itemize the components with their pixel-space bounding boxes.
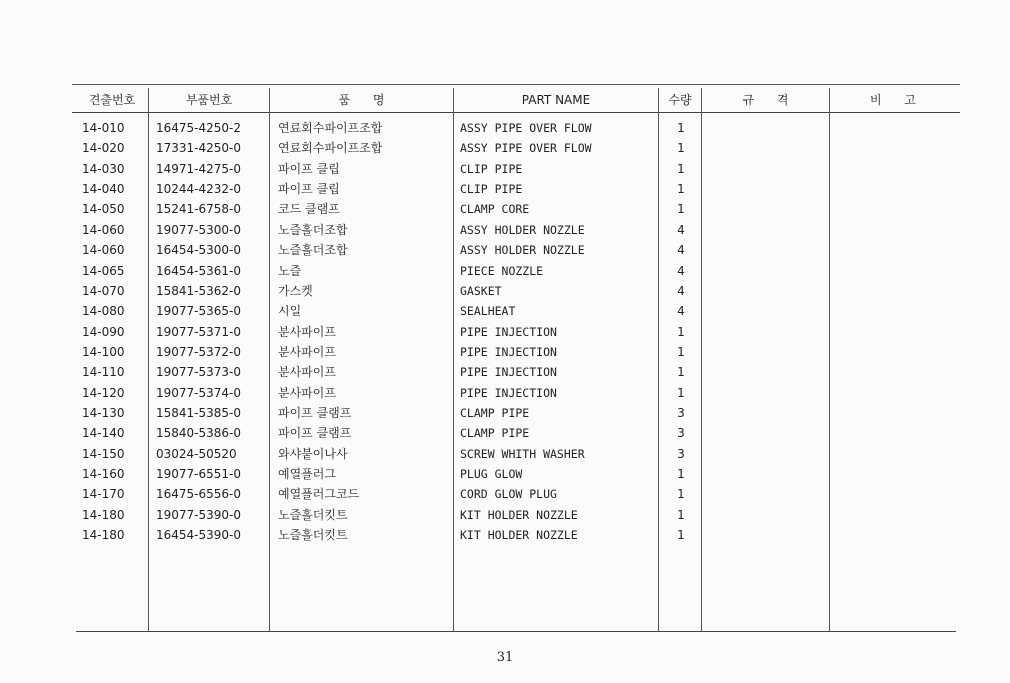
cell-ref-no: 14-170 — [82, 487, 125, 502]
cell-part-name: PIPE INJECTION — [460, 385, 557, 400]
cell-qty: 4 — [677, 304, 685, 319]
top-rule — [72, 84, 960, 85]
cell-part-no: 19077-5300-0 — [156, 222, 242, 237]
cell-qty: 1 — [677, 202, 685, 217]
header-part-no: 부품번호 — [185, 93, 233, 107]
cell-qty: 1 — [677, 528, 685, 542]
cell-qty: 4 — [677, 222, 685, 237]
cell-name-kr: 분사파이프 — [278, 324, 336, 339]
cell-name-kr: 예열플러그 — [278, 467, 336, 481]
table-row — [0, 505, 1010, 525]
cell-qty: 3 — [677, 426, 685, 441]
table-row — [0, 240, 1010, 260]
header-name-kr: 품 명 — [338, 93, 385, 107]
table-row — [0, 159, 1010, 179]
cell-name-kr: 노즐홀더킷트 — [278, 507, 348, 522]
cell-part-no: 03024-50520 — [156, 446, 237, 461]
cell-name-kr: 분사파이프 — [278, 385, 336, 400]
cell-part-no: 19077-5390-0 — [156, 507, 242, 522]
table-row — [0, 281, 1010, 301]
cell-ref-no: 14-040 — [82, 182, 125, 197]
table-row — [0, 199, 1010, 219]
cell-name-kr: 노즐 — [278, 263, 302, 278]
cell-part-no: 16454-5390-0 — [156, 528, 242, 542]
cell-part-no: 19077-6551-0 — [156, 467, 242, 481]
cell-part-no: 14971-4275-0 — [156, 161, 242, 176]
table-row — [0, 464, 1010, 484]
cell-qty: 1 — [677, 141, 685, 156]
table-row — [0, 383, 1010, 403]
table-row — [0, 403, 1010, 423]
cell-name-kr: 파이프 클램프 — [278, 405, 352, 420]
cell-ref-no: 14-100 — [82, 344, 125, 359]
table-row — [0, 423, 1010, 443]
cell-qty: 4 — [677, 243, 685, 258]
table-row — [0, 138, 1010, 158]
cell-name-kr: 연료회수파이프조합 — [278, 121, 383, 135]
table-row — [0, 342, 1010, 362]
cell-qty: 3 — [677, 405, 685, 420]
cell-part-name: CLIP PIPE — [460, 182, 523, 197]
cell-ref-no: 14-060 — [82, 222, 125, 237]
cell-name-kr: 예열플러그코드 — [278, 487, 360, 502]
cell-part-no: 15840-5386-0 — [156, 426, 242, 441]
cell-part-name: ASSY HOLDER NOZZLE — [460, 243, 585, 258]
cell-part-name: PLUG GLOW — [460, 467, 523, 481]
cell-ref-no: 14-120 — [82, 385, 125, 400]
cell-qty: 1 — [677, 161, 685, 176]
cell-name-kr: 파이프 클램프 — [278, 426, 352, 441]
cell-part-no: 10244-4232-0 — [156, 182, 242, 197]
cell-part-no: 16475-6556-0 — [156, 487, 242, 502]
table-row — [0, 179, 1010, 199]
cell-ref-no: 14-110 — [82, 365, 125, 380]
cell-part-name: CORD GLOW PLUG — [460, 487, 557, 502]
cell-part-name: KIT HOLDER NOZZLE — [460, 528, 578, 542]
cell-name-kr: 연료회수파이프조합 — [278, 141, 383, 156]
cell-qty: 1 — [677, 324, 685, 339]
table-row — [0, 322, 1010, 342]
cell-part-name: ASSY HOLDER NOZZLE — [460, 222, 585, 237]
cell-part-no: 19077-5372-0 — [156, 344, 242, 359]
header-spec: 규 격 — [742, 93, 789, 107]
cell-part-no: 19077-5371-0 — [156, 324, 242, 339]
cell-part-name: CLAMP PIPE — [460, 426, 530, 441]
cell-qty: 1 — [677, 365, 685, 380]
cell-part-name: PIPE INJECTION — [460, 344, 557, 359]
cell-name-kr: 노즐홀더조합 — [278, 222, 348, 237]
cell-ref-no: 14-180 — [82, 507, 125, 522]
table-row — [0, 444, 1010, 464]
header-part-name: PART NAME — [521, 93, 591, 107]
cell-qty: 1 — [677, 507, 685, 522]
table-row — [0, 301, 1010, 321]
cell-qty: 1 — [677, 344, 685, 359]
cell-part-name: CLIP PIPE — [460, 161, 523, 176]
cell-ref-no: 14-080 — [82, 304, 125, 319]
cell-qty: 1 — [677, 121, 685, 135]
cell-qty: 3 — [677, 446, 685, 461]
header-remarks: 비 고 — [869, 93, 917, 107]
cell-qty: 1 — [677, 467, 685, 481]
header-divider — [72, 112, 960, 113]
page-number: 31 — [496, 650, 514, 665]
table-row — [0, 220, 1010, 240]
cell-name-kr: 파이프 클립 — [278, 182, 340, 197]
cell-part-no: 19077-5374-0 — [156, 385, 242, 400]
cell-part-name: SEALHEAT — [460, 304, 516, 319]
cell-name-kr: 와샤붙이나사 — [278, 446, 348, 461]
cell-ref-no: 14-030 — [82, 161, 125, 176]
cell-name-kr: 노즐홀더조합 — [278, 243, 348, 258]
cell-part-no: 16454-5300-0 — [156, 243, 242, 258]
header-qty: 수량 — [668, 93, 692, 107]
cell-name-kr: 분사파이프 — [278, 344, 336, 359]
cell-name-kr: 시일 — [278, 304, 302, 319]
table-row — [0, 484, 1010, 504]
cell-part-no: 19077-5365-0 — [156, 304, 242, 319]
cell-part-name: PIECE NOZZLE — [460, 263, 544, 278]
cell-ref-no: 14-140 — [82, 426, 125, 441]
table-row — [0, 362, 1010, 382]
cell-ref-no: 14-010 — [82, 121, 125, 135]
cell-part-no: 19077-5373-0 — [156, 365, 242, 380]
cell-part-no: 16454-5361-0 — [156, 263, 242, 278]
cell-part-name: ASSY PIPE OVER FLOW — [460, 141, 592, 156]
cell-ref-no: 14-050 — [82, 202, 125, 217]
cell-part-name: KIT HOLDER NOZZLE — [460, 507, 578, 522]
cell-part-name: GASKET — [460, 283, 502, 298]
cell-part-name: ASSY PIPE OVER FLOW — [460, 121, 592, 135]
cell-ref-no: 14-070 — [82, 283, 125, 298]
cell-qty: 4 — [677, 263, 685, 278]
cell-part-no: 15241-6758-0 — [156, 202, 242, 217]
cell-qty: 1 — [677, 385, 685, 400]
cell-qty: 1 — [677, 487, 685, 502]
cell-part-no: 17331-4250-0 — [156, 141, 242, 156]
cell-qty: 4 — [677, 283, 685, 298]
cell-qty: 1 — [677, 182, 685, 197]
cell-part-name: SCREW WHITH WASHER — [460, 446, 585, 461]
cell-name-kr: 가스켓 — [278, 283, 313, 298]
cell-part-name: PIPE INJECTION — [460, 324, 557, 339]
table-row — [0, 118, 1010, 138]
cell-name-kr: 노즐홀더킷트 — [278, 528, 348, 542]
cell-ref-no: 14-180 — [82, 528, 125, 542]
cell-part-no: 15841-5362-0 — [156, 283, 242, 298]
table-row — [0, 261, 1010, 281]
header-ref-no: 견출번호 — [88, 93, 136, 107]
cell-ref-no: 14-150 — [82, 446, 125, 461]
table-row — [0, 525, 1010, 545]
cell-ref-no: 14-020 — [82, 141, 125, 156]
cell-part-name: CLAMP PIPE — [460, 405, 530, 420]
cell-ref-no: 14-060 — [82, 243, 125, 258]
cell-name-kr: 코드 클램프 — [278, 202, 340, 217]
bottom-rule — [76, 631, 956, 632]
cell-ref-no: 14-160 — [82, 467, 125, 481]
cell-part-name: PIPE INJECTION — [460, 365, 557, 380]
cell-name-kr: 파이프 클립 — [278, 161, 340, 176]
cell-ref-no: 14-090 — [82, 324, 125, 339]
cell-ref-no: 14-065 — [82, 263, 125, 278]
cell-name-kr: 분사파이프 — [278, 365, 336, 380]
cell-part-name: CLAMP CORE — [460, 202, 530, 217]
cell-ref-no: 14-130 — [82, 405, 125, 420]
cell-part-no: 15841-5385-0 — [156, 405, 242, 420]
cell-part-no: 16475-4250-2 — [156, 121, 242, 135]
